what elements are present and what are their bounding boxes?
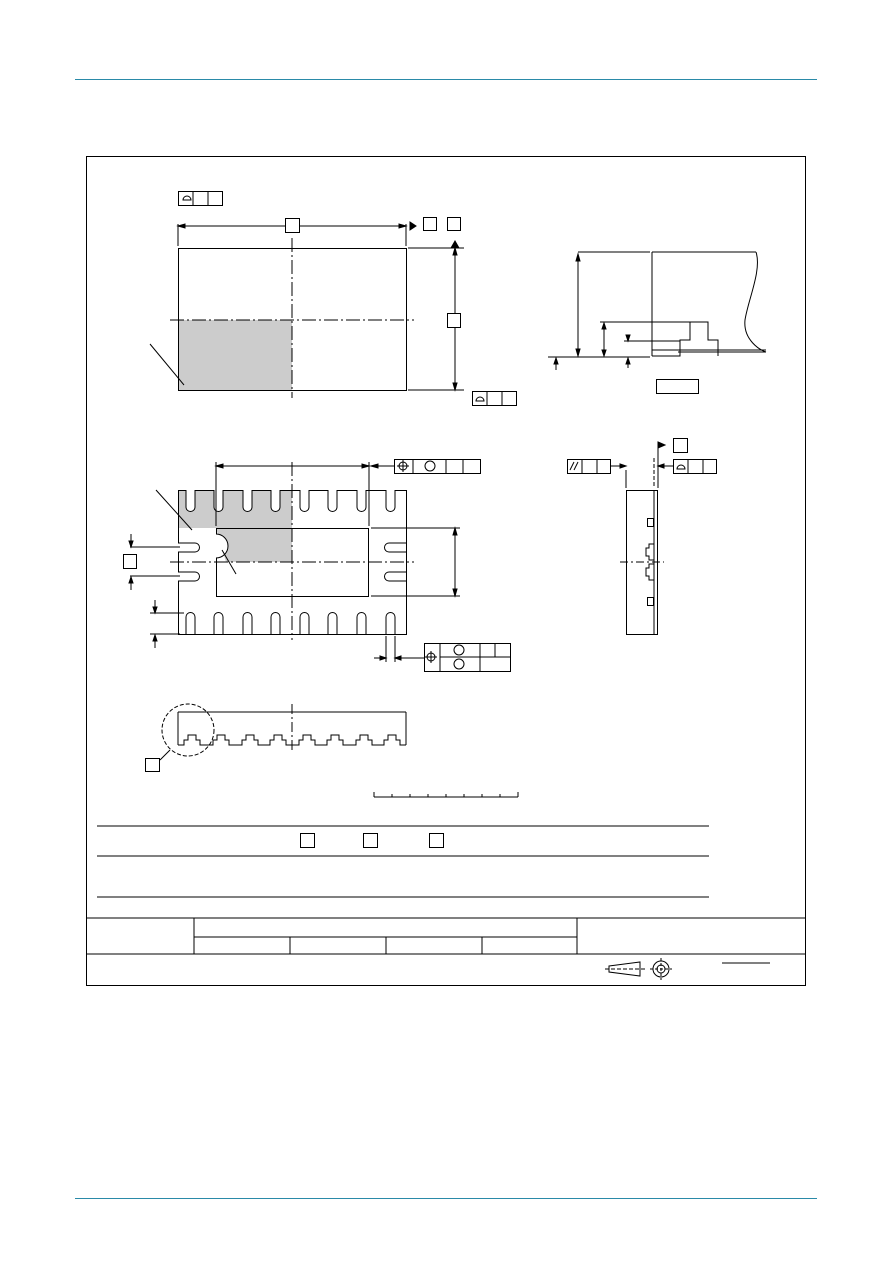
end-view: [568, 439, 717, 635]
side-view-detail: [548, 252, 766, 394]
datum-box-a: [424, 218, 437, 231]
datum-flag-c: [658, 442, 665, 448]
pin1-index-area: [178, 320, 292, 390]
circle-icon: [454, 645, 464, 655]
datum-box-c: [674, 439, 688, 453]
datum-box-e: [448, 314, 461, 328]
datum-triangle-top: [410, 222, 416, 230]
top-view: [150, 191, 517, 406]
bottom-view: [124, 459, 511, 672]
flatness-icon: [476, 397, 484, 401]
datum-flag-b: [451, 241, 459, 248]
flatness-icon: [183, 196, 191, 200]
circle-icon: [425, 461, 435, 471]
datum-box-d: [286, 219, 300, 233]
circle-icon: [454, 659, 464, 669]
first-angle-projection-icon: [605, 958, 672, 980]
scale-bar: [374, 792, 518, 797]
dimensions-table: [97, 826, 709, 897]
flatness-frame-top: [179, 191, 223, 206]
position-frame-composite: [425, 643, 511, 672]
detail-label-box: [657, 380, 699, 394]
flatness-frame-end: [674, 459, 717, 474]
title-block: [87, 918, 806, 980]
datum-box-b: [448, 218, 461, 231]
drawing-frame: [87, 157, 806, 986]
position-frame-top: [395, 459, 481, 474]
side-profile-view: [146, 704, 407, 772]
detail-label-x: [146, 759, 160, 772]
parallelism-frame: [568, 459, 611, 474]
parallelism-icon: [570, 462, 574, 470]
terminals-bottom-row: [186, 613, 395, 635]
datum-box-e-left: [124, 555, 137, 569]
flatness-frame-bottom: [473, 391, 517, 406]
flatness-icon: [677, 465, 685, 469]
